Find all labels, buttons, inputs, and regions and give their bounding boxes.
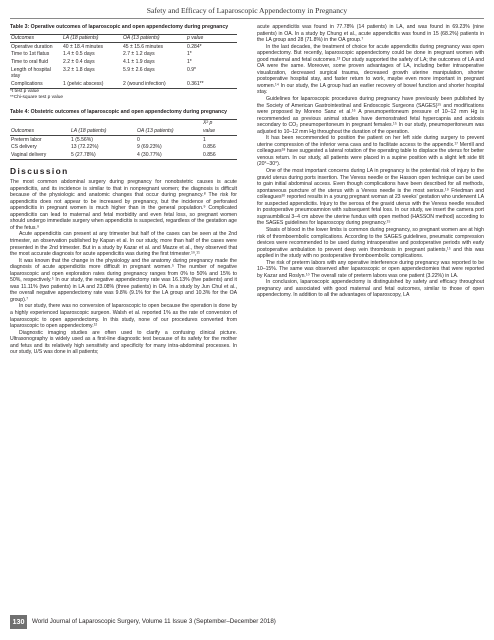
left-column [10, 24, 237, 356]
table4-header-row [10, 127, 237, 135]
table-cell: 40 ± 18.4 minutes [63, 43, 104, 50]
page-footer [10, 615, 484, 629]
table-row [10, 136, 237, 144]
table-cell: Operative duration [11, 43, 53, 50]
table3-caption-text: Operative outcomes of laparoscopic and open appendectomy during pregnancy [30, 24, 229, 30]
table-cell: 3.2 ± 1.8 days [63, 66, 95, 73]
table-cell: Time to 1st flatus [11, 51, 50, 58]
body-paragraph: Guidelines for laparoscopic procedures during pregnancy have previously been published by the Society of American Gastrointestinal and Endoscopic Surgeons (SAGES)¹⁵ and modifications were proposed by Moreno Sanz et al.¹⁶ A pneumoperitoneum pressure of 10–12 mm Hg is recommended as previous animal studies have demonstrated fetal hypercapnia and acidosis secondary to CO₂ pneumoperitoneum in pregnant females.¹⁵ In our study, pneumoperitoneum was adjusted to 10–12 mm Hg throughout the duration of the operation. [257, 96, 484, 135]
table-row [10, 151, 237, 159]
table3-label: Table 3: [10, 24, 30, 30]
body-paragraph: Acute appendicitis can present at any trimester but half of the cases can be seen at the 2nd trimester, an observation published by Kapan et al. In our study, more than half of the cases were presented in the 2nd trimester. But in a study by Kazar et al. and Mazze et al., they observed that the most accurate diagnosis for acute appendicitis was during the first trimester.¹⁰,¹¹ [10, 231, 237, 258]
table-cell: Time to oral fluid [11, 59, 49, 66]
table-cell: Preterm labor [11, 136, 42, 143]
table-cell: 1 (5.56%) [71, 136, 93, 143]
table-cell: 0.284* [187, 43, 202, 50]
table4-header: value [203, 127, 216, 134]
table-cell: 1.4 ± 0.5 days [63, 51, 95, 58]
table4-header [70, 119, 136, 127]
body-paragraph: It was known that the change in the physiology and the anatomy during pregnancy made the diagnosis of acute appendicitis more difficult in pregnant women.⁵ The number of negative laparoscopic and open exploration rates during pregnancy ranges from 0% to 50% and 15% to 50%, respectively.⁵ In our study, the negative appendectomy rate was 16.13% (five patients) and it was 11.11% (two patients) in LA and 23.08% (three patients) in OA. In a study by Jun Chul et al., the overall negative appendectomy rate was 9.8% (9.1% for the LA group and 10.3% for the OA group).⁷ [10, 257, 237, 303]
body-paragraph: acute appendicitis was found in 77.78% (14 patients) in LA, and was found in 69.23% (nine patients) in OA. In a study by Chung et al., acute appendicitis was found in 15 (68.2%) patients in the LA group and 28 (71.8%) in the OA group.⁷ [257, 24, 484, 44]
page-number: 130 [10, 615, 27, 629]
table4-header: OA (13 patients) [137, 127, 174, 134]
journal-citation: World Journal of Laparoscopic Surgery, Volume 11 Issue 3 (September–December 2018) [32, 618, 276, 625]
body-paragraph: The risk of preterm labors with any operative interference during pregnancy was reported to be 10–15%. The same was observed after laparoscopic or open appendectomies that were reported by Kazar and Roslyn.¹⁰ The overall rate of preterm labors was one patient (3.22%) in LA. [257, 259, 484, 279]
table4-header: Outcomes [11, 127, 34, 134]
table-row [10, 43, 237, 51]
table4-caption-text: Obstetric outcomes of laparoscopic and open appendectomy during pregnancy [30, 109, 227, 116]
table-cell: 1* [187, 59, 192, 66]
table-cell: 4.1 ± 1.9 days [123, 59, 155, 66]
table3-footnote: *t test p value [10, 89, 40, 95]
table3-caption [10, 24, 237, 31]
right-column [257, 24, 484, 299]
table-cell: Length of hospital stay [11, 66, 51, 80]
table-cell: 0.9* [187, 66, 196, 73]
table-row [10, 66, 237, 80]
table4-label: Table 4: [10, 109, 30, 116]
header-rule [10, 18, 484, 19]
table3-header: p value [187, 35, 204, 42]
table-row [10, 59, 237, 67]
body-paragraph: In our study, there was no conversion of laparoscopic to open because the operation is done by a highly experienced laparoscopic surgeon. Walsh et al. reported 1% as the rate of conversion of laparoscopic to open appendectomy. In this study, none of our procedures converted from laparoscopic to open appendectomy.¹² [10, 303, 237, 330]
table-cell: 13 (72.22%) [71, 144, 99, 151]
table3-header: Outcomes [11, 35, 34, 42]
body-paragraph: Stasis of blood in the lower limbs is common during pregnancy, so pregnant women are at high risk of thromboembolic complications. According to the SAGES guidelines, pneumatic compression devices were recommended to be used during intraoperative and postoperative periods with early postoperative ambulation to prevent deep vein thrombosis in pregnant patients,¹⁵ and this was applied in the study with no postoperative thromboembolic complications. [257, 226, 484, 260]
table-cell: 5.9 ± 2.6 days [123, 66, 155, 73]
running-title: Safety and Efficacy of Laparoscopic Appendectomy in Pregnancy [146, 6, 348, 15]
table4-header-row-top [10, 119, 237, 127]
table3-header-row [10, 34, 237, 43]
table3-footnote: **Chi-square test p value [10, 95, 64, 101]
table-cell: 2 (wound infection) [123, 81, 166, 88]
table-cell: CS delivery [11, 144, 37, 151]
table4 [10, 119, 237, 160]
body-paragraph: In the last decades, the treatment of choice for acute appendicitis during pregnancy was open appendectomy. But recently, laparoscopic appendectomy could be done in pregnant women with good maternal and fetal outcomes.¹³ Our study supported the safety of LA; the outcomes of LA and OA were the same. Moreover, some proven advantages of LA, including better intraoperative visualization, decreased surgical trauma, decreased growth uterine manipulation, shorter postoperative hospital stay, and faster return to work, maybe even more important in pregnant women.¹⁴ In our study, the LA group had an earlier recovery of bowel function and shorter hospital stay. [257, 43, 484, 96]
table-cell: Vaginal delivery [11, 151, 47, 158]
table-cell: Complications [11, 81, 43, 88]
body-paragraph: Diagnostic imaging studies are often used to clarify a confusing clinical picture. Ultrasonography is widely used as a first-line diagnostic test because of its safety for the mother and fetus and its relatively high sensitivity and specificity for many intra-abdominal processes. In our study, U/S was done in all patients; [10, 329, 237, 356]
body-paragraph: It has been recommended to position the patient on her left side during surgery to prevent uterine compression of the inferior vena cava and to facilitate access to the appendix.¹⁷ Merrill and colleagues¹⁸ have suggested a lateral rotation of the operating table to displace the uterus for better venous return. In our study, all patients were placed in a supine position with a slight left side tilt (20°–30°). [257, 135, 484, 168]
table-cell: 1 (pelvic abscess) [63, 81, 104, 88]
table-cell: 1 [203, 136, 206, 143]
table-cell: 2.2 ± 0.4 days [63, 59, 95, 66]
table4-header: LA (18 patients) [71, 127, 107, 134]
table-cell: 0.361** [187, 81, 204, 88]
table3-header: OA (13 patients) [123, 35, 160, 42]
table-cell: 0 [137, 136, 140, 143]
table3 [10, 34, 237, 90]
table-row [10, 144, 237, 152]
body-paragraph: In conclusion, laparoscopic appendectomy is distinguished by safety and efficacy throughout pregnancy and associated with good maternal and fetal outcomes, similar to those of open appendectomy. In addition to all the advantages of laparoscopy, LA [257, 279, 484, 299]
table-cell: 45 ± 15.6 minutes [123, 43, 164, 50]
table-row [10, 51, 237, 59]
body-paragraph: One of the most important concerns during LA in pregnancy is the potential risk of injury to the gravid uterus during ports insertion. The Veress needle or the Hasson open technique can be used to gain initial abdominal access. Even though complications have been described for all methods, spontaneous puncture of the uterus with a Veress needle is the most serious.¹⁹ Friedman and colleagues²⁰ reported results in a young pregnant woman at 23 weeks' gestation who underwent LA for suspected appendicitis. Injury to the serosa of the gravid uterus with the Veress needle resulted in postoperative pneumoamnion with subsequent fetal loss. In our study, we insert the camera port supraumbilical 3–4 cm above the uterine fundus with open method (HASSON method) according to the SAGES guidelines for laparoscopy during pregnancy.¹⁵ [257, 168, 484, 227]
body-paragraph: The most common abdominal surgery during pregnancy for nonobstetric causes is acute appendicitis, and its incidence is similar to that in nonpregnant women; the diagnosis is difficult because of the physiologic and anatomic changes that occur during pregnancy.⁸ The risk for appendicitis does not appear to be increased by pregnancy, but the incidence of perforated appendicitis in pregnant women is much higher than in the general population.⁹ Complicated appendicitis can lead to maternal and fetal morbidity and even fetal loss, so pregnant women should undergo immediate surgery when appendicitis is suspected, regardless of the gestation age of the fetus.⁹ [10, 179, 237, 231]
table-cell: 0.856 [203, 151, 216, 158]
table-row [10, 80, 237, 88]
table-cell: 5 (27.78%) [71, 151, 96, 158]
table-cell: 4 (30.77%) [137, 151, 162, 158]
table4-header [136, 119, 202, 127]
table4-caption [10, 109, 237, 116]
table-cell: 2.7 ± 1.2 days [123, 51, 155, 58]
table4-header: X² p [203, 120, 213, 127]
table4-header [10, 119, 70, 127]
table3-header: LA (18 patients) [63, 35, 99, 42]
discussion-heading: Discussion [10, 166, 69, 177]
table-cell: 9 (69.23%) [137, 144, 162, 151]
table-cell: 0.856 [203, 144, 216, 151]
table-cell: 1* [187, 51, 192, 58]
